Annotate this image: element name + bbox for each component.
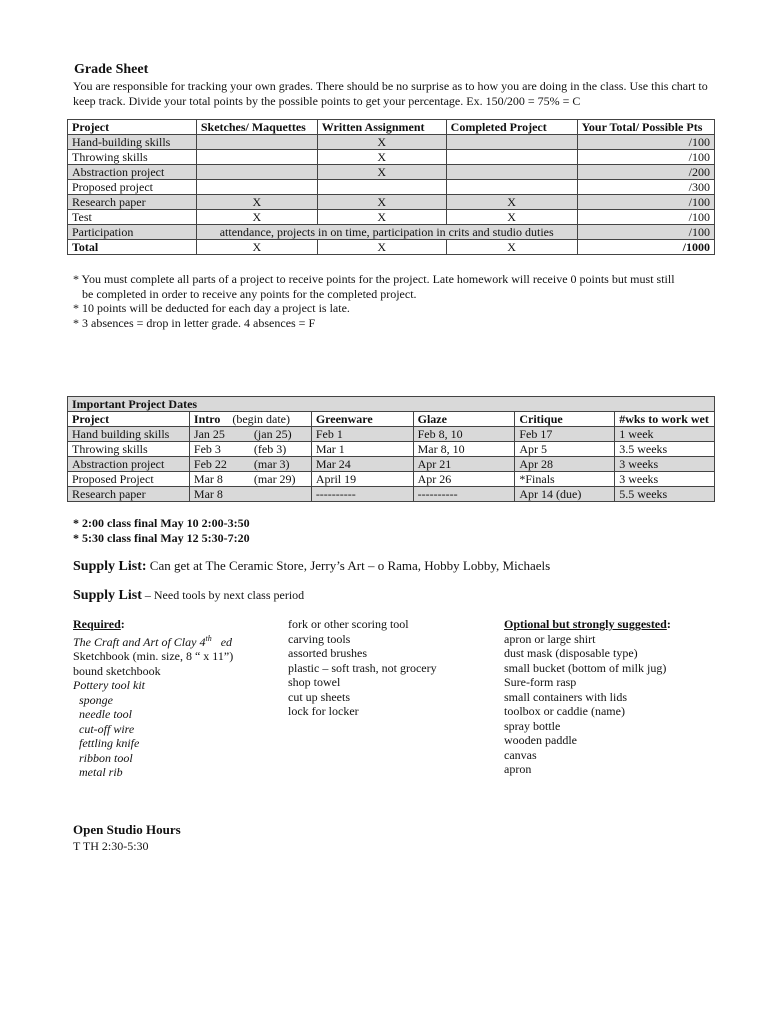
- dates-cell: Throwing skills: [68, 442, 190, 457]
- intro-date-alt: (jan 25): [253, 427, 292, 441]
- supply-list-stores: [73, 558, 550, 575]
- grade-cell: X: [317, 210, 446, 225]
- optional-item: spray bottle: [504, 718, 561, 733]
- tool-kit-item: cut-off wire: [79, 721, 135, 736]
- dates-cell: Mar 24: [311, 457, 413, 472]
- grade-cell: [446, 150, 577, 165]
- grade-cell: /100: [577, 150, 714, 165]
- page-title: Grade Sheet: [74, 62, 149, 77]
- dates-cell: Feb 17: [515, 427, 615, 442]
- dates-cell: 5.5 weeks: [615, 487, 715, 502]
- tool-kit-item: needle tool: [79, 707, 132, 721]
- grade-cell: [446, 165, 577, 180]
- dates-cell: Feb 1: [311, 427, 413, 442]
- open-studio-hours: T TH 2:30-5:30: [73, 839, 149, 853]
- dates-cell: 3.5 weeks: [615, 442, 715, 457]
- grade-total-cell: X: [446, 240, 577, 255]
- grade-cell: Hand-building skills: [68, 135, 197, 150]
- grade-cell: Throwing skills: [68, 150, 197, 165]
- supply-item: lock for locker: [288, 704, 359, 718]
- intro-paragraph: You are responsible for tracking your own grades. There should be no surprise as to how you are doing in the class. Use this chart to keep track. Divide your total points by the possible points to get your percentage. Ex. 150/200 = 75% = C: [73, 79, 708, 108]
- dates-intro-cell: [189, 427, 311, 442]
- dates-cell: Apr 5: [515, 442, 615, 457]
- supply-item: assorted brushes: [288, 646, 367, 660]
- grade-cell: X: [317, 150, 446, 165]
- dates-cell: April 19: [311, 472, 413, 487]
- open-studio-title: Open Studio Hours: [73, 822, 181, 837]
- tool-kit-item: ribbon tool: [79, 750, 133, 765]
- grade-cell: [196, 150, 317, 165]
- required-header: Required: [73, 617, 121, 631]
- tool-kit-item: metal rib: [79, 765, 123, 779]
- grade-cell: Test: [68, 210, 197, 225]
- intro-date: Feb 22: [193, 457, 227, 471]
- grade-table-body: [68, 120, 715, 255]
- dates-intro-cell: [189, 442, 311, 457]
- tool-kit-list: [73, 693, 233, 780]
- grade-header-cell: Sketches/ Maquettes: [196, 120, 317, 135]
- grade-header-cell: Written Assignment: [317, 120, 446, 135]
- grade-cell: /100: [577, 135, 714, 150]
- grade-cell: X: [317, 195, 446, 210]
- intro-date: Mar 8: [193, 472, 223, 486]
- dates-cell: ----------: [413, 487, 515, 502]
- grade-row: [68, 180, 715, 195]
- supply-item: fork or other scoring tool: [288, 617, 409, 631]
- grade-cell: Participation: [68, 225, 197, 240]
- dates-intro-cell: [189, 457, 311, 472]
- grade-header-cell: Project: [68, 120, 197, 135]
- dates-header-intro: Intro: [193, 412, 221, 426]
- optional-item: apron or large shirt: [504, 631, 596, 646]
- supply-item: carving tools: [288, 631, 351, 646]
- dates-header-cell: Project: [68, 412, 190, 427]
- grade-cell: Abstraction project: [68, 165, 197, 180]
- dates-header-intro-sub: (begin date): [232, 412, 290, 426]
- dates-cell: Apr 21: [413, 457, 515, 472]
- required-item: Sketchbook (min. size, 8 “ x 11”): [73, 649, 234, 663]
- finals-schedule: [73, 516, 250, 546]
- optional-item: canvas: [504, 747, 537, 762]
- intro-date-alt: (mar 3): [253, 457, 290, 471]
- participation-note: attendance, projects in on time, participation in crits and studio duties: [196, 225, 577, 240]
- grade-cell: [317, 180, 446, 195]
- supply-list-label: Supply List:: [73, 559, 147, 574]
- grade-total-cell: Total: [68, 240, 197, 255]
- grade-row: [68, 135, 715, 150]
- dates-table-body: [68, 397, 715, 502]
- grade-header-cell: Completed Project: [446, 120, 577, 135]
- dates-caption: Important Project Dates: [68, 397, 715, 412]
- book-edition-suffix: ed: [220, 634, 233, 649]
- dates-cell: Mar 8, 10: [413, 442, 515, 457]
- note-line: be completed in order to receive any points for the completed project.: [82, 286, 417, 301]
- dates-cell: ----------: [311, 487, 413, 502]
- grade-row-participation: [68, 225, 715, 240]
- grade-total-cell: X: [196, 240, 317, 255]
- dates-cell: Feb 8, 10: [413, 427, 515, 442]
- grade-cell: X: [196, 195, 317, 210]
- dates-cell: Hand building skills: [68, 427, 190, 442]
- dates-cell: Research paper: [68, 487, 190, 502]
- grade-row-total: [68, 240, 715, 255]
- dates-row: [68, 457, 715, 472]
- optional-header: Optional but strongly suggested: [504, 617, 667, 631]
- grade-notes: [73, 272, 723, 330]
- grade-row: [68, 210, 715, 225]
- dates-intro-cell: [189, 472, 311, 487]
- supply-item: cut up sheets: [288, 689, 350, 704]
- note-line: * 3 absences = drop in letter grade. 4 absences = F: [73, 315, 316, 330]
- dates-cell: Apr 26: [413, 472, 515, 487]
- optional-item: dust mask (disposable type): [504, 646, 638, 660]
- grade-cell: X: [446, 195, 577, 210]
- grade-cell: /100: [577, 225, 714, 240]
- dates-cell: 3 weeks: [615, 472, 715, 487]
- required-header-colon: :: [120, 617, 125, 631]
- grade-cell: Research paper: [68, 195, 197, 210]
- optional-item: wooden paddle: [504, 733, 577, 747]
- grade-row: [68, 195, 715, 210]
- dates-row: [68, 487, 715, 502]
- grade-cell: /100: [577, 210, 714, 225]
- dates-cell: 1 week: [615, 427, 715, 442]
- optional-item: apron: [504, 762, 532, 776]
- grade-cell: /200: [577, 165, 714, 180]
- grade-cell: [196, 165, 317, 180]
- grade-cell: [196, 180, 317, 195]
- book-title: The Craft and Art of Clay 4: [73, 634, 206, 649]
- supply-item: plastic – soft trash, not grocery: [288, 660, 437, 675]
- grade-cell: X: [317, 165, 446, 180]
- required-book: [73, 632, 233, 650]
- intro-date: Feb 3: [193, 442, 221, 456]
- dates-header-row: [68, 412, 715, 427]
- dates-header-cell: Critique: [515, 412, 615, 427]
- additional-supplies: [288, 617, 437, 719]
- optional-item: toolbox or caddie (name): [504, 704, 625, 718]
- dates-caption-row: [68, 397, 715, 412]
- project-dates-table: [67, 396, 715, 502]
- supply-list-deadline-text: – Need tools by next class period: [144, 588, 305, 602]
- dates-header-cell: [189, 412, 311, 427]
- final-line: * 5:30 class final May 12 5:30-7:20: [73, 531, 250, 545]
- optional-header-colon: :: [666, 617, 671, 631]
- supply-list-deadline: [73, 588, 304, 604]
- supply-list-label: Supply List: [73, 588, 142, 603]
- grade-header-row: [68, 120, 715, 135]
- dates-cell: Apr 28: [515, 457, 615, 472]
- required-item: bound sketchbook: [73, 663, 161, 678]
- optional-supplies: [504, 617, 671, 777]
- intro-date-alt: (mar 29): [253, 472, 296, 486]
- final-line: * 2:00 class final May 10 2:00-3:50: [73, 516, 250, 530]
- optional-list: [504, 632, 671, 777]
- dates-row: [68, 427, 715, 442]
- grade-row: [68, 165, 715, 180]
- grade-cell: Proposed project: [68, 180, 197, 195]
- dates-row: [68, 472, 715, 487]
- optional-item: Sure-form rasp: [504, 675, 577, 689]
- dates-intro-cell: [189, 487, 311, 502]
- dates-cell: Abstraction project: [68, 457, 190, 472]
- grade-total-cell: /1000: [577, 240, 714, 255]
- note-line: * 10 points will be deducted for each day a project is late.: [73, 301, 350, 315]
- grade-row: [68, 150, 715, 165]
- grade-cell: X: [446, 210, 577, 225]
- dates-row: [68, 442, 715, 457]
- grade-total-cell: X: [317, 240, 446, 255]
- intro-date: Jan 25: [193, 427, 225, 441]
- grade-cell: X: [196, 210, 317, 225]
- grade-cell: [196, 135, 317, 150]
- grade-cell: [446, 135, 577, 150]
- required-supplies: [73, 617, 233, 780]
- supply-list-stores-text: Can get at The Ceramic Store, Jerry’s Art – o Rama, Hobby Lobby, Michaels: [149, 558, 551, 573]
- tool-kit-item: fettling knife: [79, 736, 140, 750]
- dates-header-cell: #wks to work wet: [615, 412, 715, 427]
- grade-table: [67, 119, 715, 255]
- dates-header-cell: Glaze: [413, 412, 515, 427]
- grade-cell: /300: [577, 180, 714, 195]
- optional-item: small containers with lids: [504, 689, 627, 704]
- dates-cell: Proposed Project: [68, 472, 190, 487]
- supply-item: shop towel: [288, 675, 341, 689]
- grade-cell: X: [317, 135, 446, 150]
- grade-header-cell: Your Total/ Possible Pts: [577, 120, 714, 135]
- intro-date: Mar 8: [193, 487, 223, 501]
- dates-cell: *Finals: [515, 472, 615, 487]
- optional-item: small bucket (bottom of milk jug): [504, 660, 667, 675]
- dates-cell: 3 weeks: [615, 457, 715, 472]
- grade-cell: /100: [577, 195, 714, 210]
- book-edition-sup: th: [205, 633, 212, 643]
- tool-kit-item: sponge: [79, 692, 113, 707]
- dates-header-cell: Greenware: [311, 412, 413, 427]
- intro-date-alt: (feb 3): [253, 442, 287, 456]
- dates-cell: Apr 14 (due): [515, 487, 615, 502]
- tool-kit-label: Pottery tool kit: [73, 678, 145, 692]
- note-line: * You must complete all parts of a project to receive points for the project. Late homework will receive 0 points but must still: [73, 272, 675, 286]
- grade-cell: [446, 180, 577, 195]
- dates-cell: Mar 1: [311, 442, 413, 457]
